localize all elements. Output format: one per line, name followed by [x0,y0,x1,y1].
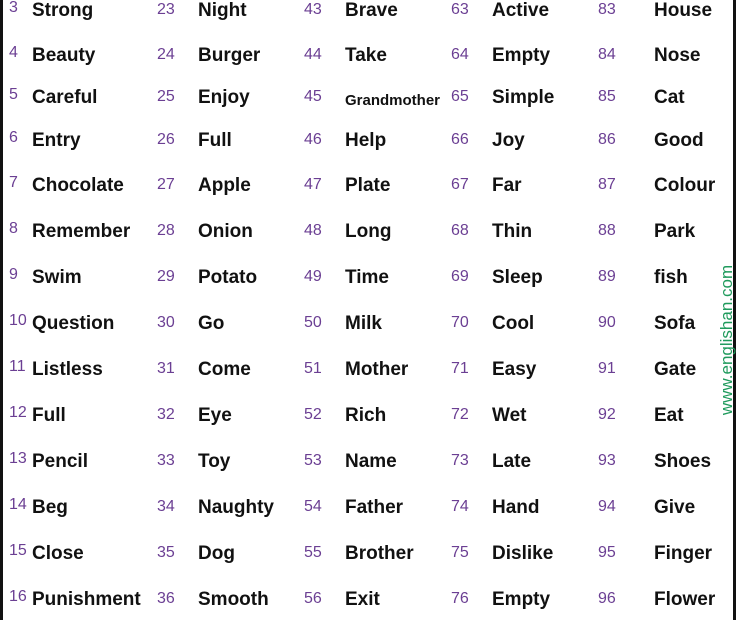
item-number: 87 [598,176,616,193]
item-word: Brother [345,543,414,564]
item-word: Night [198,0,247,21]
item-number: 92 [598,406,616,423]
item-word: Finger [654,543,713,564]
item-number: 50 [304,314,322,331]
item-number: 52 [304,406,322,423]
item-word: Take [345,45,387,66]
item-word: Flower [654,589,716,610]
item-number: 16 [9,588,27,605]
item-number: 88 [598,222,616,239]
item-word: Active [492,0,550,21]
item-word: Father [345,497,404,518]
item-word: Rich [345,405,387,426]
item-number: 14 [9,496,27,513]
item-word: Empty [492,589,551,610]
item-word: Question [32,313,115,334]
item-word: Gate [654,359,697,380]
item-number: 94 [598,498,616,515]
item-word: Exit [345,589,380,610]
item-number: 28 [157,222,175,239]
item-word: Nose [654,45,701,66]
item-number: 10 [9,312,27,329]
item-word: Swim [32,267,82,288]
item-number: 85 [598,88,616,105]
item-word: Beg [32,497,68,518]
item-number: 6 [9,129,18,146]
item-number: 34 [157,498,175,515]
item-number: 55 [304,544,322,561]
item-number: 51 [304,360,322,377]
item-word: Far [492,175,522,196]
item-number: 90 [598,314,616,331]
item-number: 13 [9,450,27,467]
item-word: Mother [345,359,409,380]
item-word: Thin [492,221,533,242]
item-word: Colour [654,175,716,196]
item-word: Help [345,130,387,151]
item-word: Full [32,405,66,426]
item-word: Remember [32,221,131,242]
item-number: 47 [304,176,322,193]
item-number: 73 [451,452,469,469]
item-number: 93 [598,452,616,469]
item-word: Listless [32,359,103,380]
item-number: 64 [451,46,469,63]
item-number: 5 [9,86,18,103]
item-word: Plate [345,175,391,196]
item-number: 35 [157,544,175,561]
item-number: 76 [451,590,469,607]
item-word: Brave [345,0,398,21]
item-word: Grandmother [345,92,441,109]
item-word: Hand [492,497,540,518]
item-word: Potato [198,267,258,288]
item-word: Careful [32,87,98,108]
item-number: 48 [304,222,322,239]
item-word: Eye [198,405,232,426]
item-number: 86 [598,131,616,148]
item-number: 36 [157,590,175,607]
item-number: 56 [304,590,322,607]
item-word: fish [654,267,688,288]
item-number: 75 [451,544,469,561]
item-word: Chocolate [32,175,124,196]
item-word: Naughty [198,497,274,518]
item-number: 83 [598,1,616,18]
item-number: 3 [9,0,18,16]
item-word: Sleep [492,267,543,288]
item-word: Go [198,313,225,334]
item-number: 8 [9,220,18,237]
item-number: 27 [157,176,175,193]
item-number: 31 [157,360,175,377]
item-word: Milk [345,313,382,334]
item-word: Apple [198,175,251,196]
item-number: 71 [451,360,469,377]
item-number: 43 [304,1,322,18]
item-number: 11 [9,358,26,375]
item-number: 66 [451,131,469,148]
item-word: Beauty [32,45,96,66]
item-number: 4 [9,44,18,61]
item-word: Toy [198,451,231,472]
item-number: 68 [451,222,469,239]
item-word: Eat [654,405,684,426]
item-word: Close [32,543,84,564]
item-number: 24 [157,46,175,63]
item-word: Enjoy [198,87,250,108]
item-word: Time [345,267,390,288]
item-word: Sofa [654,313,696,334]
item-word: Park [654,221,696,242]
item-number: 29 [157,268,175,285]
item-number: 49 [304,268,322,285]
item-word: Strong [32,0,94,21]
item-word: Long [345,221,392,242]
item-word: Pencil [32,451,88,472]
item-number: 84 [598,46,616,63]
item-word: Empty [492,45,551,66]
item-word: Name [345,451,397,472]
item-number: 30 [157,314,175,331]
item-word: Simple [492,87,555,108]
item-number: 7 [9,174,18,191]
item-number: 25 [157,88,175,105]
item-word: House [654,0,713,21]
item-number: 33 [157,452,175,469]
item-number: 74 [451,498,469,515]
item-word: Good [654,130,704,151]
item-number: 96 [598,590,616,607]
left-border [0,0,3,620]
item-number: 67 [451,176,469,193]
item-number: 95 [598,544,616,561]
item-word: Onion [198,221,253,242]
item-word: Late [492,451,532,472]
item-number: 26 [157,131,175,148]
watermark: www.englishan.com [717,264,736,416]
item-number: 45 [304,88,322,105]
item-word: Come [198,359,251,380]
item-number: 9 [9,266,18,283]
item-number: 70 [451,314,469,331]
item-word: Cool [492,313,535,334]
item-number: 44 [304,46,322,63]
item-number: 53 [304,452,322,469]
item-number: 72 [451,406,469,423]
item-word: Dislike [492,543,554,564]
item-word: Wet [492,405,527,426]
item-word: Entry [32,130,81,151]
item-number: 12 [9,404,27,421]
item-number: 89 [598,268,616,285]
item-number: 54 [304,498,322,515]
item-word: Dog [198,543,235,564]
item-word: Burger [198,45,261,66]
item-number: 63 [451,1,469,18]
item-number: 15 [9,542,27,559]
item-word: Full [198,130,232,151]
item-number: 65 [451,88,469,105]
item-word: Punishment [32,589,141,610]
item-word: Cat [654,87,685,108]
item-word: Smooth [198,589,269,610]
item-word: Shoes [654,451,712,472]
item-number: 69 [451,268,469,285]
item-number: 46 [304,131,322,148]
item-number: 32 [157,406,175,423]
item-word: Give [654,497,696,518]
item-word: Easy [492,359,537,380]
item-number: 23 [157,1,175,18]
item-number: 91 [598,360,616,377]
item-word: Joy [492,130,525,151]
